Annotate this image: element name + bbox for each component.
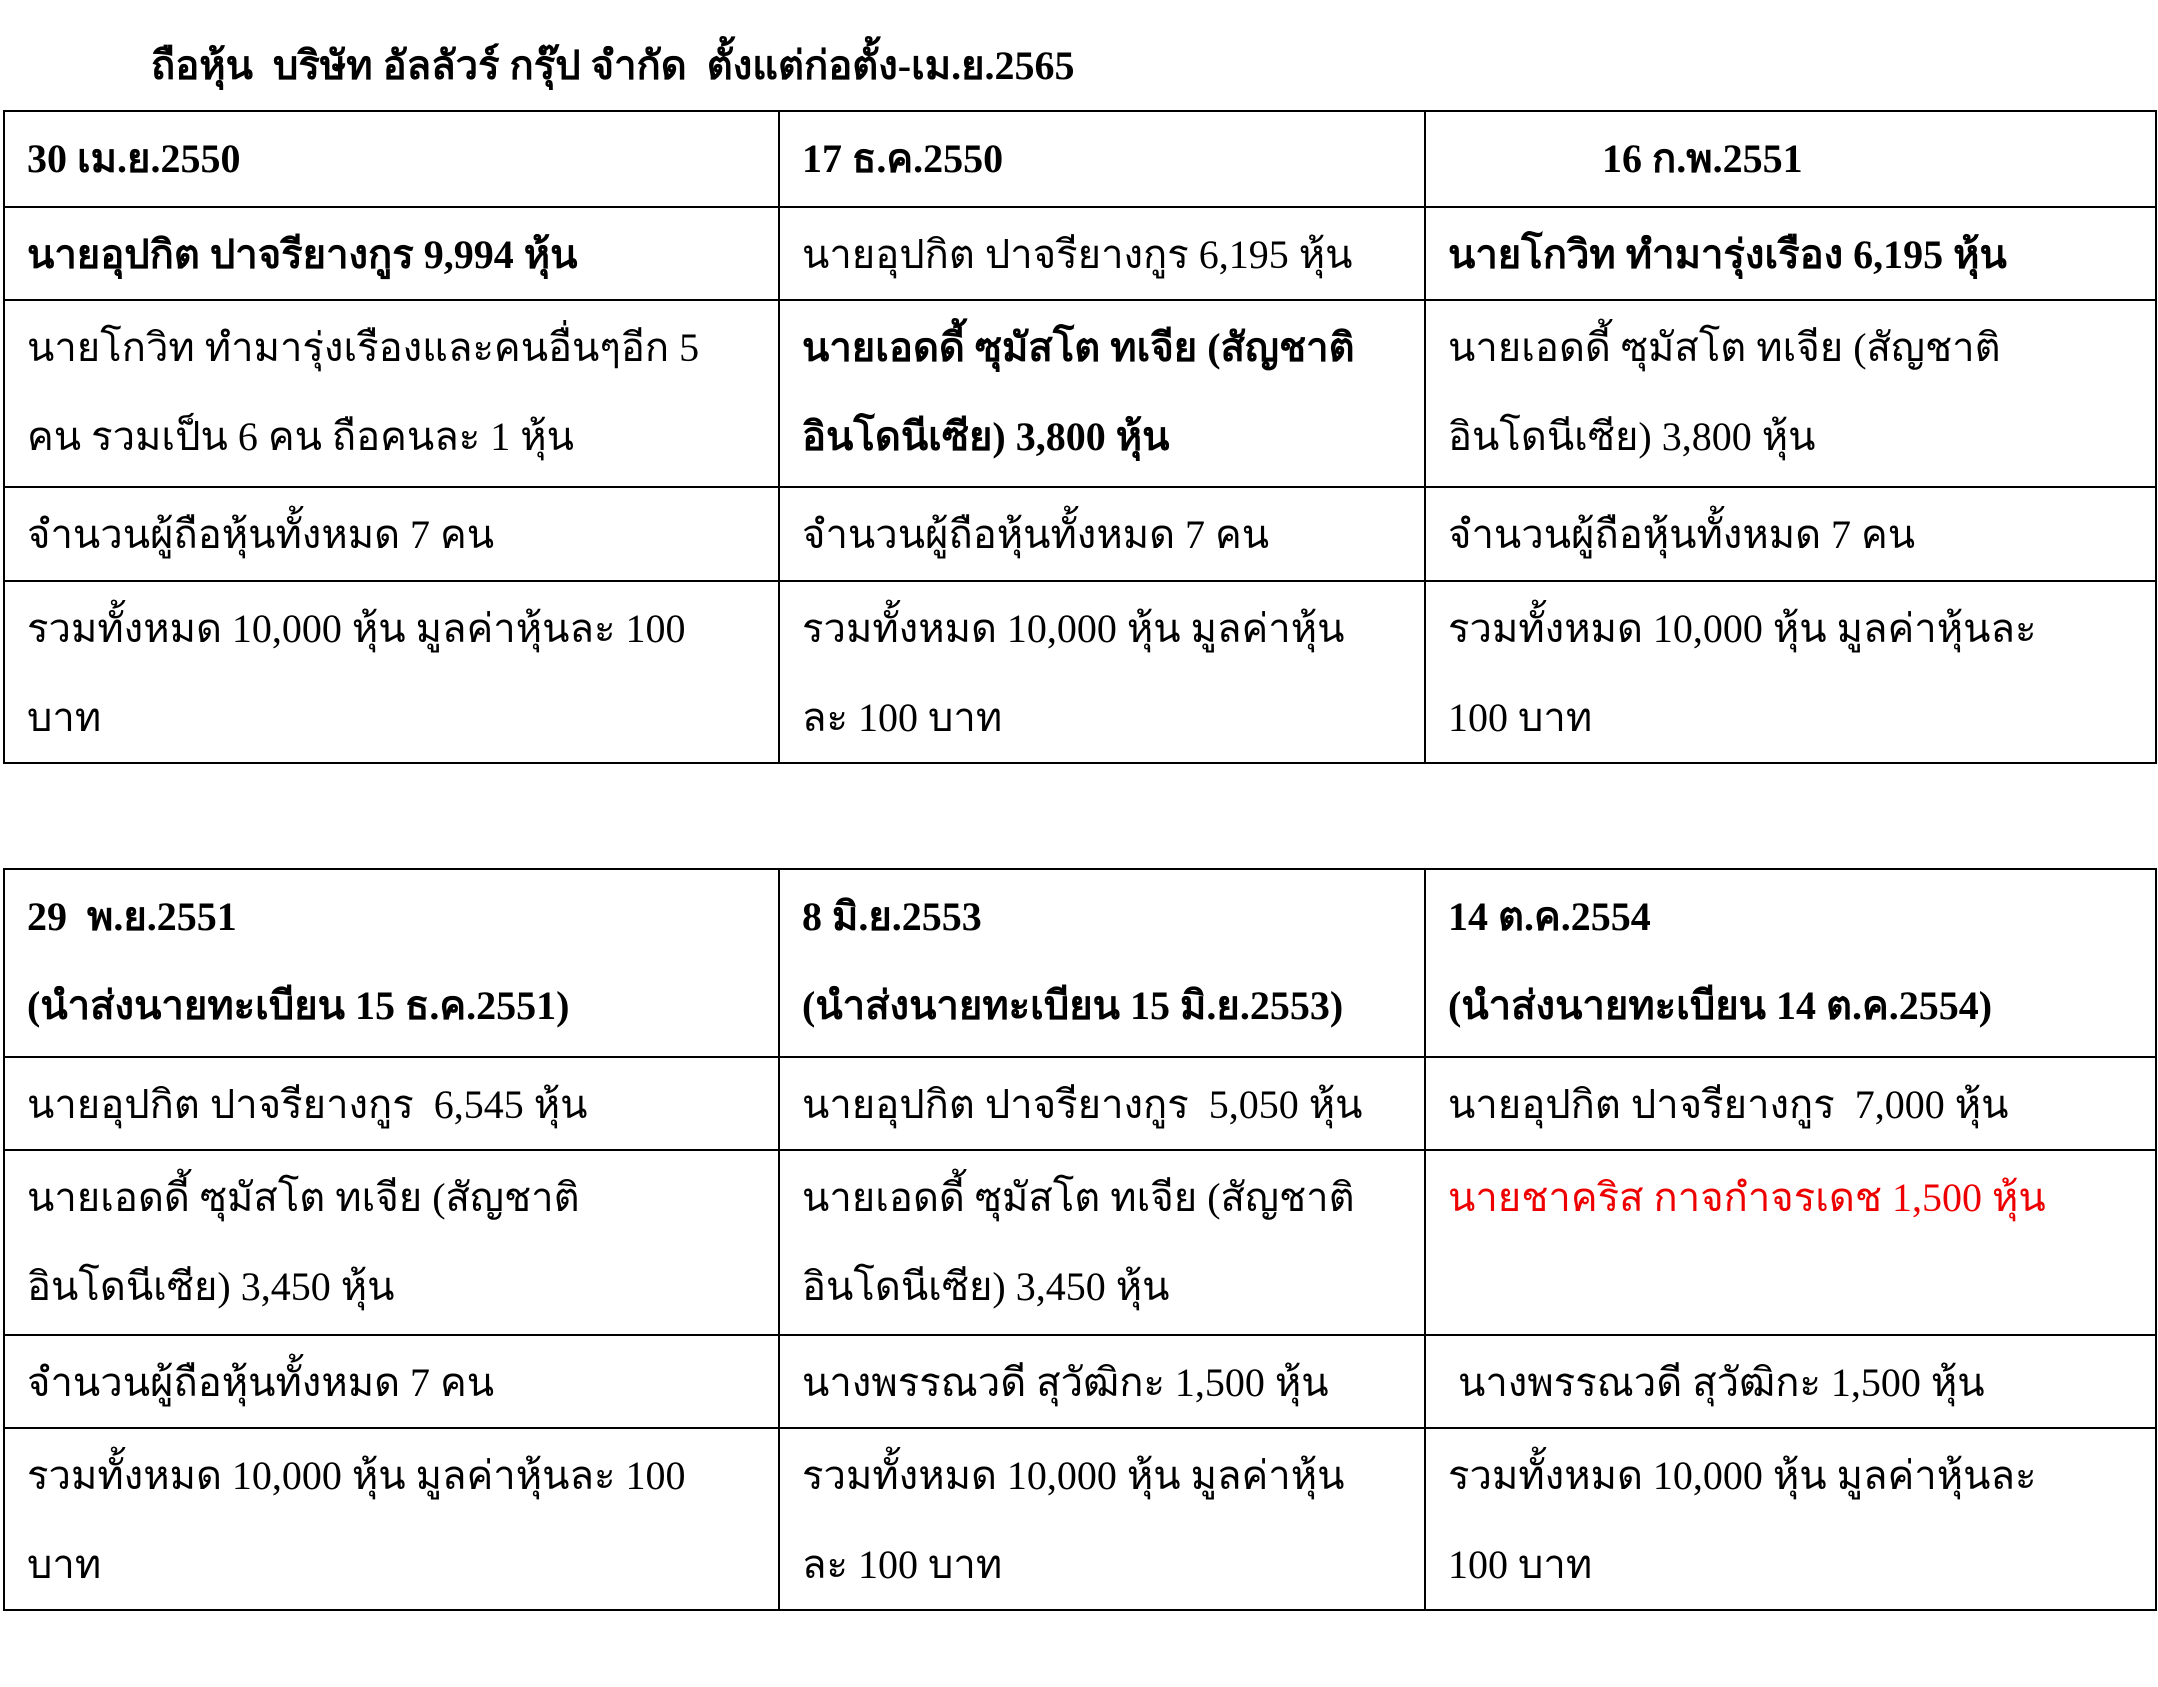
shareholder-row <box>4 1057 2156 1150</box>
share-total-text: ละ 100 บาท <box>802 695 1003 740</box>
date-label: 14 ต.ค.2554 <box>1448 894 1651 939</box>
shareholder-count-cell <box>1425 487 2156 581</box>
share-total-text: บาท <box>27 1542 102 1587</box>
shareholder-entry: นายโกวิท ทำมารุ่งเรืองและคนอื่นๆอีก 5 <box>27 325 700 370</box>
shareholder-cell-highlighted <box>1425 1150 2156 1335</box>
date-label: 8 มิ.ย.2553 <box>802 894 982 939</box>
shareholder-row <box>4 300 2156 487</box>
share-total-text: รวมทั้งหมด 10,000 หุ้น มูลค่าหุ้น <box>802 1453 1345 1498</box>
shareholder-entry: นายเอดดี้ ซุมัสโต ทเจีย (สัญชาติ <box>27 1175 580 1220</box>
shareholder-entry: นางพรรณวดี สุวัฒิกะ 1,500 หุ้น <box>1448 1360 1985 1405</box>
shareholder-entry: อินโดนีเซีย) 3,800 หุ้น <box>1448 414 1816 459</box>
share-total-cell <box>1425 1428 2156 1610</box>
share-total-text: รวมทั้งหมด 10,000 หุ้น มูลค่าหุ้น <box>802 606 1345 651</box>
shareholder-count-text: จำนวนผู้ถือหุ้นทั้งหมด 7 คน <box>27 512 495 557</box>
shareholder-cell <box>4 1057 779 1150</box>
share-total-cell <box>4 1428 779 1610</box>
date-label: 17 ธ.ค.2550 <box>802 136 1004 181</box>
share-total-text: รวมทั้งหมด 10,000 หุ้น มูลค่าหุ้นละ <box>1448 1453 2037 1498</box>
shareholder-entry: นายอุปกิต ปาจรียางกูร 6,545 หุ้น <box>27 1082 588 1127</box>
shareholder-cell <box>779 1150 1425 1335</box>
shareholder-entry: คน รวมเป็น 6 คน ถือคนละ 1 หุ้น <box>27 414 574 459</box>
date-registration-cell <box>4 869 779 1057</box>
highlighted-shareholder-entry: นายชาคริส กาจกำจรเดช 1,500 หุ้น <box>1448 1175 2046 1220</box>
shareholder-cell <box>1425 300 2156 487</box>
date-label: 29 พ.ย.2551 <box>27 894 237 939</box>
share-total-text: รวมทั้งหมด 10,000 หุ้น มูลค่าหุ้นละ 100 <box>27 1453 686 1498</box>
share-total-text: รวมทั้งหมด 10,000 หุ้น มูลค่าหุ้นละ 100 <box>27 606 686 651</box>
date-row <box>4 111 2156 207</box>
shareholder-count-text: จำนวนผู้ถือหุ้นทั้งหมด 7 คน <box>802 512 1270 557</box>
shareholder-entry: นายอุปกิต ปาจรียางกูร 5,050 หุ้น <box>802 1082 1363 1127</box>
shareholder-row <box>4 1335 2156 1428</box>
shareholder-row <box>4 1150 2156 1335</box>
share-total-text: 100 บาท <box>1448 1542 1593 1587</box>
share-total-cell <box>4 581 779 763</box>
shareholder-cell <box>1425 207 2156 300</box>
shareholder-cell <box>4 300 779 487</box>
registration-date-label: (นำส่งนายทะเบียน 14 ต.ค.2554) <box>1448 983 1993 1028</box>
shareholder-cell <box>779 1335 1425 1428</box>
shareholder-cell <box>1425 1057 2156 1150</box>
shareholder-entry: นายเอดดี้ ซุมัสโต ทเจีย (สัญชาติ <box>802 325 1355 370</box>
date-label: 30 เม.ย.2550 <box>27 136 241 181</box>
date-row <box>4 869 2156 1057</box>
shareholder-count-text: จำนวนผู้ถือหุ้นทั้งหมด 7 คน <box>27 1360 495 1405</box>
shareholder-entry: นายอุปกิต ปาจรียางกูร 9,994 หุ้น <box>27 232 578 277</box>
date-cell <box>779 111 1425 207</box>
shareholder-entry: อินโดนีเซีย) 3,800 หุ้น <box>802 414 1170 459</box>
share-total-row <box>4 1428 2156 1610</box>
shareholder-entry: อินโดนีเซีย) 3,450 หุ้น <box>802 1264 1170 1309</box>
share-total-cell <box>1425 581 2156 763</box>
shareholding-table-2551-2554 <box>3 868 2157 1611</box>
shareholder-entry: นายเอดดี้ ซุมัสโต ทเจีย (สัญชาติ <box>1448 325 2001 370</box>
share-total-cell <box>779 1428 1425 1610</box>
shareholding-table-2550-2551 <box>3 110 2157 764</box>
document-title: ถือหุ้น บริษัท อัลลัวร์ กรุ๊ป จำกัด ตั้งแต่ก่อตั้ง-เม.ย.2565 <box>151 43 1075 88</box>
date-registration-cell <box>1425 869 2156 1057</box>
date-cell <box>1425 111 2156 207</box>
shareholder-entry: นายอุปกิต ปาจรียางกูร 7,000 หุ้น <box>1448 1082 2009 1127</box>
shareholder-row <box>4 207 2156 300</box>
share-total-text: รวมทั้งหมด 10,000 หุ้น มูลค่าหุ้นละ <box>1448 606 2037 651</box>
shareholder-count-text: จำนวนผู้ถือหุ้นทั้งหมด 7 คน <box>1448 512 1916 557</box>
share-total-text: บาท <box>27 695 102 740</box>
share-total-text: ละ 100 บาท <box>802 1542 1003 1587</box>
shareholder-cell <box>4 1150 779 1335</box>
registration-date-label: (นำส่งนายทะเบียน 15 ธ.ค.2551) <box>27 983 570 1028</box>
share-total-text: 100 บาท <box>1448 695 1593 740</box>
registration-date-label: (นำส่งนายทะเบียน 15 มิ.ย.2553) <box>802 983 1344 1028</box>
shareholder-count-row <box>4 487 2156 581</box>
shareholder-cell <box>779 300 1425 487</box>
date-label: 16 ก.พ.2551 <box>1602 136 1803 181</box>
share-total-row <box>4 581 2156 763</box>
shareholder-entry: นายโกวิท ทำมารุ่งเรือง 6,195 หุ้น <box>1448 232 2007 277</box>
share-total-cell <box>779 581 1425 763</box>
shareholder-cell <box>779 1057 1425 1150</box>
shareholder-cell <box>4 207 779 300</box>
shareholder-cell <box>779 207 1425 300</box>
shareholder-cell <box>1425 1335 2156 1428</box>
date-registration-cell <box>779 869 1425 1057</box>
shareholder-count-cell <box>779 487 1425 581</box>
shareholder-entry: นายอุปกิต ปาจรียางกูร 6,195 หุ้น <box>802 232 1353 277</box>
shareholder-count-cell <box>4 487 779 581</box>
shareholder-entry: นางพรรณวดี สุวัฒิกะ 1,500 หุ้น <box>802 1360 1329 1405</box>
shareholder-count-cell <box>4 1335 779 1428</box>
date-cell <box>4 111 779 207</box>
shareholder-entry: อินโดนีเซีย) 3,450 หุ้น <box>27 1264 395 1309</box>
shareholder-entry: นายเอดดี้ ซุมัสโต ทเจีย (สัญชาติ <box>802 1175 1355 1220</box>
